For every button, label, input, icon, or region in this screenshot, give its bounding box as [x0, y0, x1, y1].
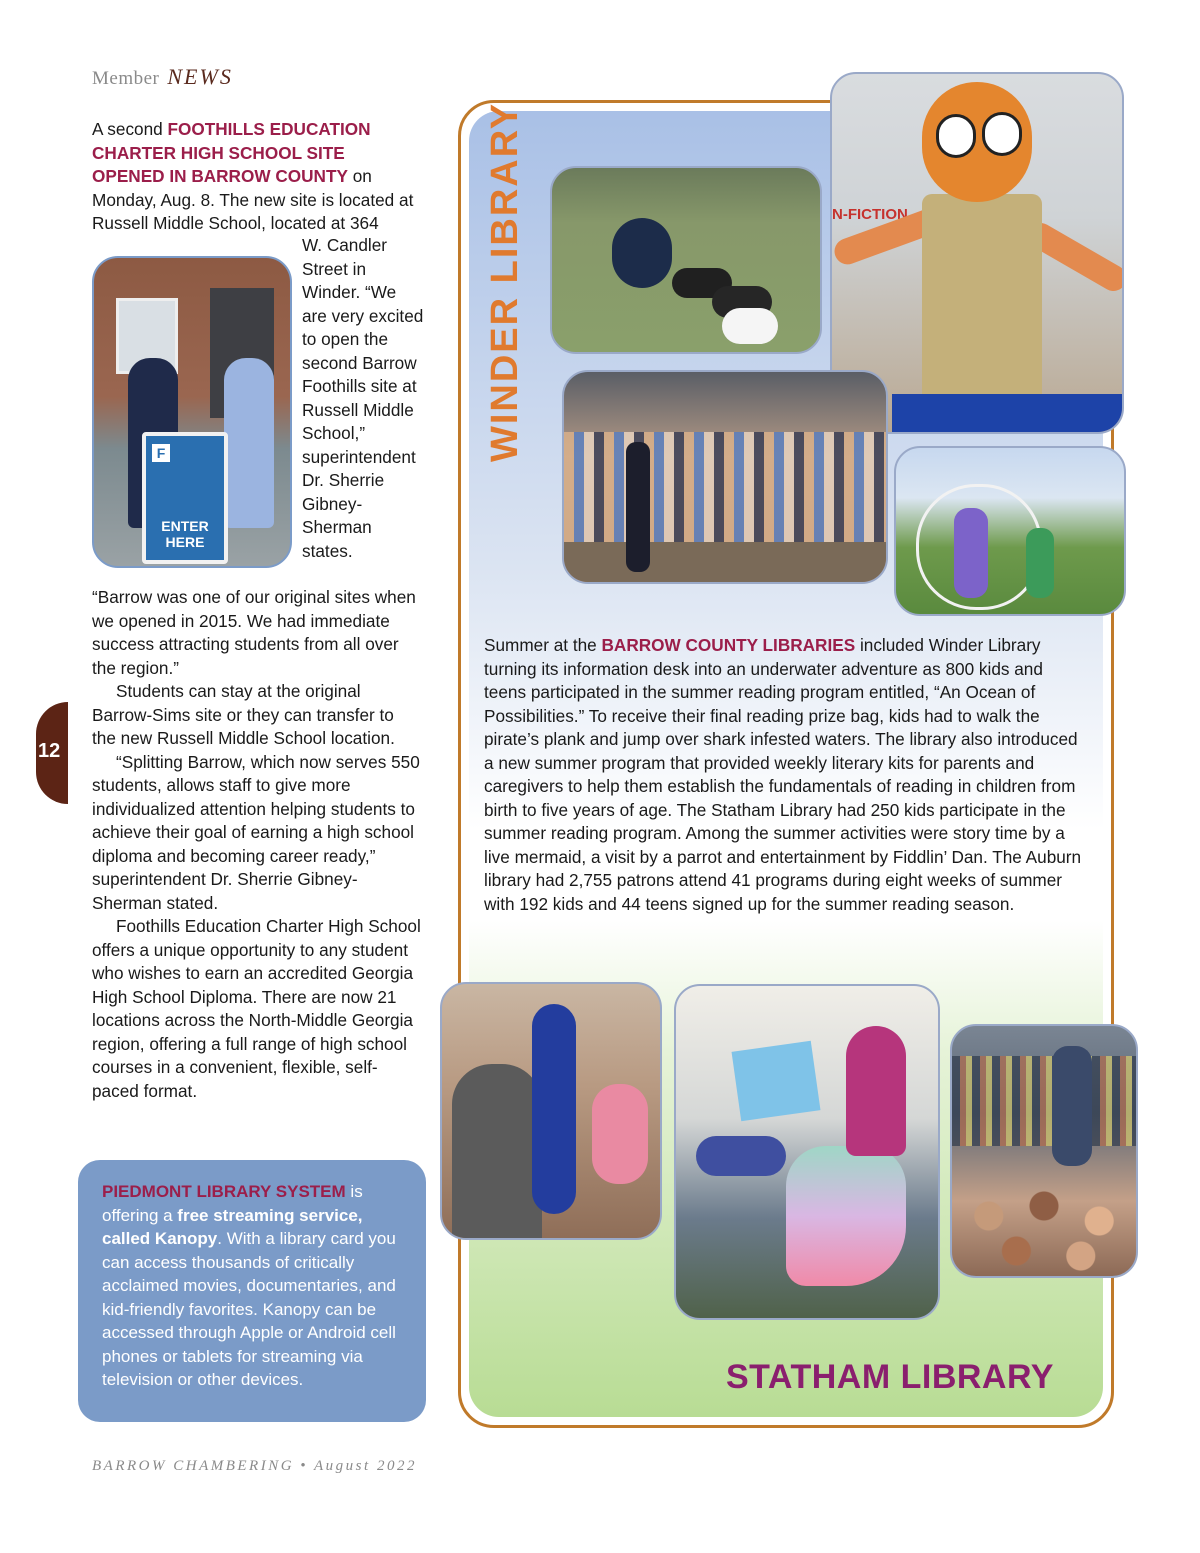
- fiddler: [1052, 1046, 1092, 1166]
- sign-logo: F: [152, 444, 170, 462]
- zoo-duck: [722, 308, 778, 344]
- foothills-para1: “Barrow was one of our original sites when we opened in 2015. We had immediate success attracting students from all over the region.”: [92, 587, 416, 678]
- child: [954, 508, 988, 598]
- bookshelves: [952, 1056, 1136, 1146]
- foothills-para2: Students can stay at the original Barrow-Sims site or they can transfer to the new Russell Middle School location.: [92, 681, 395, 748]
- presenter: [626, 442, 650, 572]
- libraries-post: included Winder Library turning its information desk into an underwater adventure as 800 kids and teens participated in the summer reading program entitled, “An Ocean of Possibilities.” To receive their final reading prize bag, kids had to walk the pirate’s plank and jump over shark infested waters. The library also introduced a new summer program that provided weekly literary kits for parents and caregivers to help them establish the fundamentals of reading in children from birth to five years of age. The Statham Library had 250 kids participate in the summer reading program. Among the summer activities were story time by a live mermaid, a visit by a parrot and entertainment by Fiddlin’ Dan. The Auburn library had 2,755 patrons attend 41 programs during eight weeks of summer with 192 kids and 44 teens signed up for the summer reading season.: [484, 635, 1082, 914]
- kanopy-text: [102, 1180, 402, 1392]
- page-number: 12: [38, 740, 61, 762]
- intro-highlight: FOOTHILLS EDUCATION CHARTER HIGH SCHOOL SITE OPENED IN BARROW COUNTY: [92, 119, 371, 186]
- statham-library-title: STATHAM LIBRARY: [726, 1358, 1054, 1396]
- page-number-tab: [36, 702, 68, 804]
- photo-mermaid-storytime: [674, 984, 940, 1320]
- kanopy-box: [78, 1160, 426, 1422]
- winder-library-title: WINDER LIBRARY: [484, 101, 526, 462]
- libraries-article: [484, 634, 1084, 916]
- octopus-eye: [936, 114, 976, 158]
- intro-post: on Monday, Aug. 8. The new site is located at Russell Middle School, located at 364: [92, 166, 414, 233]
- nonfiction-sign: N-FICTION: [832, 206, 908, 223]
- foothills-intro: [92, 118, 422, 236]
- octopus-eye: [982, 112, 1022, 156]
- foothills-para4: Foothills Education Charter High School offers a unique opportunity to any student who wishes to earn an accredited Georgia High School Diploma. There are now 21 locations across the North-Middle Georgia region, offering a full range of high school courses in a convenient, flexible, self-paced format.: [92, 916, 421, 1101]
- sign-text: ENTER HERE: [161, 518, 209, 550]
- libraries-highlight: BARROW COUNTY LIBRARIES: [601, 635, 856, 655]
- photo-fiddler: [950, 1024, 1138, 1278]
- kanopy-highlight: PIEDMONT LIBRARY SYSTEM: [102, 1182, 346, 1201]
- photo-crowd-presenter: [562, 370, 888, 584]
- kanopy-text2: . With a library card you can access thousands of critically acclaimed movies, documentaries, and kid-friendly favorites. Kanopy can be accessed through Apple or Android cell phones or tablets for streaming via television or other devices.: [102, 1229, 396, 1389]
- audience: [564, 432, 886, 542]
- photo-petting-zoo: [550, 166, 822, 354]
- book: [732, 1041, 821, 1121]
- mermaid: [846, 1026, 906, 1156]
- zoo-child: [612, 218, 672, 288]
- wrap-paragraph: W. Candler Street in Winder. “We are very excited to open the second Barrow Foothills site at Russell Middle School,” superintendent Dr. Sherrie Gibney-Sherman states.: [302, 235, 424, 561]
- mermaid-tail: [786, 1146, 906, 1286]
- foothills-wrap-text: [302, 234, 424, 563]
- photo-person-right: [224, 358, 274, 528]
- foothills-para3: “Splitting Barrow, which now serves 550 students, allows staff to give more individualized attention helping students to achieve their goal of earning a high school diploma and becoming career ready,” superintendent Dr. Sherrie Gibney-Sherman stated.: [92, 751, 420, 913]
- intro-pre: A second: [92, 119, 168, 139]
- enter-here-sign: [142, 432, 228, 564]
- foothills-article-body: [92, 586, 422, 1103]
- kanopy-bold: free streaming service, called Kanopy: [102, 1205, 363, 1248]
- floor: [564, 542, 886, 582]
- desk-base: [892, 394, 1122, 434]
- header-member: Member: [92, 68, 160, 89]
- kanopy-text1: is offering a: [102, 1182, 363, 1225]
- baby: [592, 1084, 648, 1184]
- woman: [452, 1064, 542, 1238]
- photo-parrot: [440, 982, 662, 1240]
- children-audience: [952, 1176, 1136, 1276]
- photo-hula-hoops: [894, 446, 1126, 616]
- parrot: [532, 1004, 576, 1214]
- foothills-photo: [92, 256, 292, 568]
- libraries-pre: Summer at the: [484, 635, 602, 655]
- section-header: [92, 64, 233, 90]
- header-news: NEWS: [167, 64, 233, 89]
- child: [1026, 528, 1054, 598]
- octopus-body: [922, 194, 1042, 414]
- page-footer: BARROW CHAMBERING • August 2022: [92, 1458, 417, 1474]
- stools: [696, 1136, 786, 1176]
- foothills-article-intro: [92, 118, 422, 236]
